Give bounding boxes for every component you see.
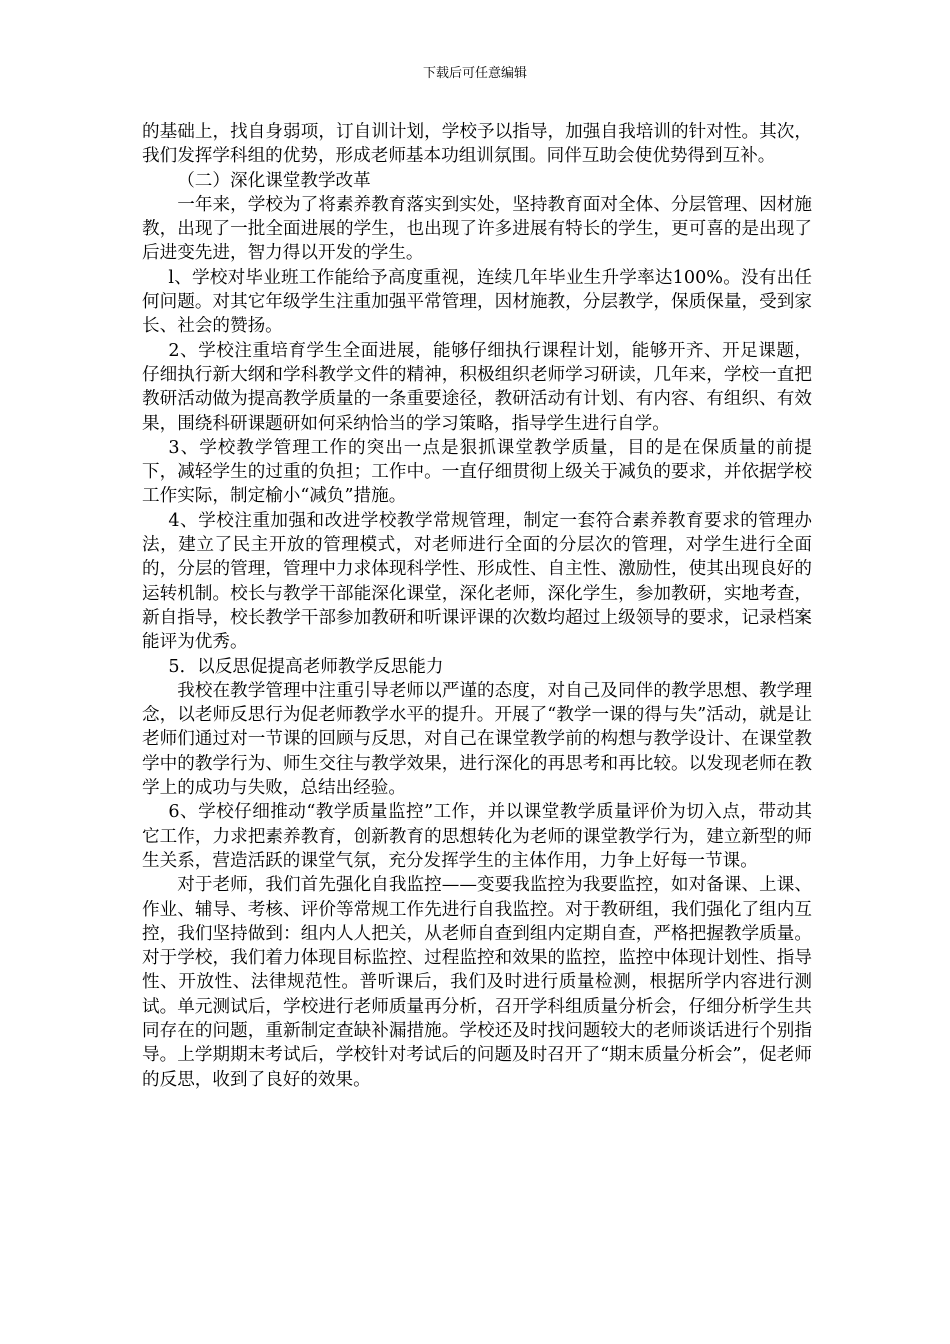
paragraph-reflection: 我校在教学管理中注重引导老师以严谨的态度，对自己及同伴的教学思想、教学理念，以老师反思行为促老师教学水平的提升。开展了“教学一课的得与失”活动，就是让老师们通过对一节课的回顾与反思，对自己在课堂教学前的构想与教学设计、在课堂教学中的教学行为、师生交往与教学效果，进行深化的再思考和再比较。以发现老师在教学上的成功与失败，总结出经验。 [142,680,812,799]
document-body [142,120,812,1092]
paragraph-item-2: 2、学校注重培育学生全面进展，能够仔细执行课程计划，能够开齐、开足课题，仔细执行新大纲和学科教学文件的精神，积极组织老师学习研读，几年来，学校一直把教研活动做为提高教学质量的一条重要途径，教研活动有计划、有内容、有组织、有效果，围绕科研课题研如何采纳恰当的学习策略，指导学生进行自学。 [142,340,812,434]
paragraph-item-1: l、学校对毕业班工作能给予高度重视，连续几年毕业生升学率达100%。没有出任何问题。对其它年级学生注重加强平常管理，因材施教，分层教学，保质保量，受到家长、社会的赞扬。 [142,267,812,337]
paragraph-intro: 一年来，学校为了将素养教育落实到实处，坚持教育面对全体、分层管理、因材施教，出现了一批全面进展的学生，也出现了许多进展有特长的学生，更可喜的是出现了后进变先进，智力得以开发的学生。 [142,194,812,264]
paragraph-item-6: 6、学校仔细推动“教学质量监控”工作，并以课堂教学质量评价为切入点，带动其它工作，力求把素养教育，创新教育的思想转化为老师的课堂教学行为，建立新型的师生关系，营造活跃的课堂气氛，充分发挥学生的主体作用，力争上好每一节课。 [142,802,812,871]
paragraph-item-3: 3、学校教学管理工作的突出一点是狠抓课堂教学质量，目的是在保质量的前提下，减轻学生的过重的负担；工作中。一直仔细贯彻上级关于减负的要求，并依据学校工作实际，制定榆小“减负”措施。 [142,437,812,507]
section-heading-5: 5．以反思促提高老师教学反思能力 [168,656,444,677]
paragraph-continued: 的基础上，找自身弱项，订自训计划，学校予以指导，加强自我培训的针对性。其次，我们发挥学科组的优势，形成老师基本功组训氛围。同伴互助会使优势得到互补。 [142,122,812,167]
paragraph-monitoring: 对于老师，我们首先强化自我监控——变要我监控为我要监控，如对备课、上课、作业、辅导、考核、评价等常规工作先进行自我监控。对于教研组，我们强化了组内互控，我们坚持做到：组内人人把关，从老师自查到组内定期自查，严格把握教学质量。对于学校，我们着力体现目标监控、过程监控和效果的监控，监控中体现计划性、指导性、开放性、法律规范性。普听课后，我们及时进行质量检测，根据所学内容进行测试。单元测试后，学校进行老师质量再分析，召开学科组质量分析会，仔细分析学生共同存在的问题，重新制定查缺补漏措施。学校还及时找问题较大的老师谈话进行个别指导。上学期期末考试后，学校针对考试后的问题及时召开了“期末质量分析会”，促老师的反思，收到了良好的效果。 [142,875,812,1090]
page-header: 下载后可任意编辑 [422,66,527,81]
paragraph-item-4: 4、学校注重加强和改进学校教学常规管理，制定一套符合素养教育要求的管理办法，建立了民主开放的管理模式，对老师进行全面的分层次的管理，对学生进行全面的，分层的管理，管理中力求体现科学性、形成性、自主性、激励性，使其出现良好的运转机制。校长与教学干部能深化课堂，深化老师，深化学生，参加教研，实地考查，新自指导，校长教学干部参加教研和听课评课的次数均超过上级领导的要求，记录档案能评为优秀。 [142,510,812,653]
section-heading-2: （二）深化课堂教学改革 [177,170,371,191]
